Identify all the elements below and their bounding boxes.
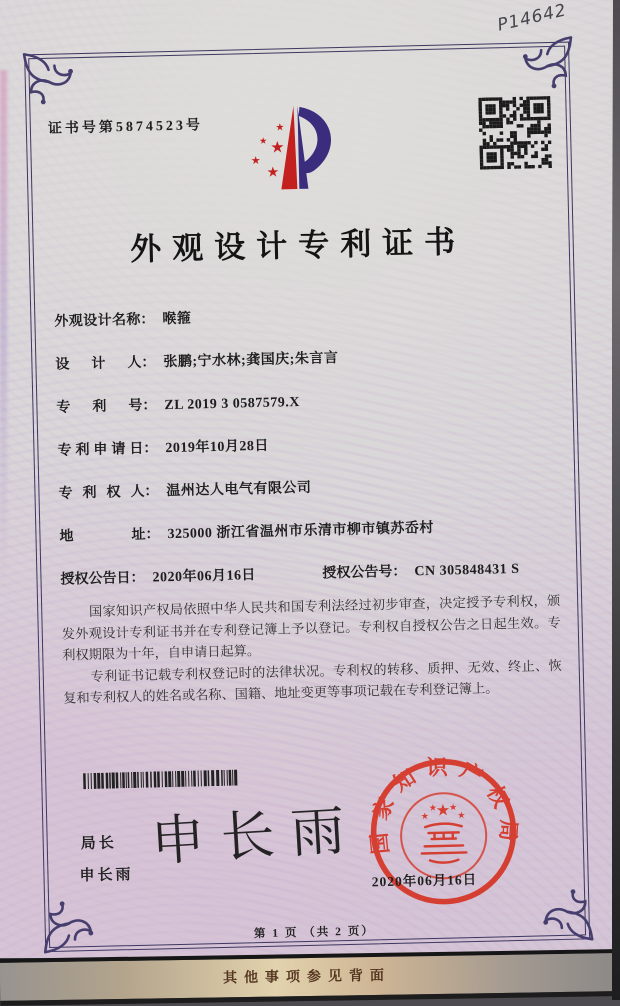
field-designers: 设计人： 张鹏;宁水林;龚国庆;朱言言 <box>55 351 339 373</box>
handwritten-annotation: P14642 <box>495 0 569 36</box>
field-value: 325000 浙江省温州市乐清市柳市镇苏岙村 <box>167 520 435 543</box>
scan-edge-shadow <box>612 0 620 1000</box>
corner-flourish-top-right <box>513 31 578 96</box>
page-number: 第 1 页 （共 2 页） <box>253 925 375 941</box>
paragraph-register-statement: 专利证书记载专利权登记时的法律状况。专利权的转移、质押、无效、终止、恢复和专利权人的姓名或名称、国籍、地址变更等事项记载在专利登记簿上。 <box>63 657 562 707</box>
field-filing-date: 专利申请日： 2019年10月28日 <box>57 438 270 459</box>
legal-text <box>61 590 562 710</box>
paragraph-grant-statement: 国家知识产权局依照中华人民共和国专利法经过初步审查，决定授予专利权，颁发外观设计专利证书并在专利登记簿上予以登记。专利权自授权公告之日起生效。专利权期限为十年，自申请日起算。 <box>61 592 561 663</box>
field-patentee: 专利权人： 温州达人电气有限公司 <box>58 480 312 502</box>
svg-text:★: ★ <box>457 811 466 822</box>
svg-text:★: ★ <box>420 811 430 823</box>
field-label: 专利号 <box>56 398 143 416</box>
field-label: 专利申请日 <box>57 441 144 459</box>
field-design-name: 外观设计名称： 喉箍 <box>54 308 191 331</box>
field-value: 张鹏;宁水林;龚国庆;朱言言 <box>163 351 339 371</box>
signatory-name: 申长雨 <box>79 867 134 885</box>
svg-text:★: ★ <box>266 164 280 181</box>
corner-flourish-bottom-right <box>533 881 598 946</box>
national-emblem-icon <box>400 792 487 879</box>
field-patent-number: 专利号： ZL 2019 3 0587579.X <box>56 394 301 416</box>
svg-text:★: ★ <box>448 803 458 814</box>
field-label: 地址 <box>59 527 146 545</box>
field-label: 外观设计名称 <box>54 312 141 330</box>
qr-code <box>478 96 552 170</box>
field-value: 2019年10月28日 <box>165 438 270 457</box>
cnipa-logo-icon <box>227 91 360 206</box>
field-label: 设计人 <box>55 355 142 373</box>
seal-ring-text: 国家知识产权局 <box>366 755 521 856</box>
field-label: 专利权人 <box>58 484 145 502</box>
svg-text:★: ★ <box>435 800 451 820</box>
back-page-note: 其他事项参见背面 <box>222 968 392 987</box>
page-title: 外观设计专利证书 <box>129 224 467 267</box>
field-value: ZL 2019 3 0587579.X <box>164 394 301 414</box>
field-address: 地址： 325000 浙江省温州市乐清市柳市镇苏岙村 <box>59 520 435 545</box>
svg-text:★: ★ <box>275 122 285 134</box>
corner-flourish-top-left <box>18 47 83 112</box>
corner-flourish-bottom-left <box>38 893 103 958</box>
svg-text:★: ★ <box>428 803 438 814</box>
grant-date: 授权公告日： 2020年06月16日 <box>60 568 257 588</box>
grant-number: 授权公告号： CN 305848431 S <box>322 561 520 582</box>
signatory-title: 局长 <box>80 835 117 853</box>
certificate-number: 证书号第5874523号 <box>47 118 204 137</box>
svg-text:★: ★ <box>250 153 261 168</box>
field-value: 温州达人电气有限公司 <box>166 480 312 500</box>
seal-date: 2020年06月16日 <box>371 871 478 890</box>
handwritten-signature: 申长雨 <box>149 800 363 873</box>
back-page-strip <box>0 949 614 1006</box>
field-value: 喉箍 <box>162 311 192 328</box>
svg-text:★: ★ <box>259 136 268 147</box>
svg-text:★: ★ <box>269 137 285 157</box>
